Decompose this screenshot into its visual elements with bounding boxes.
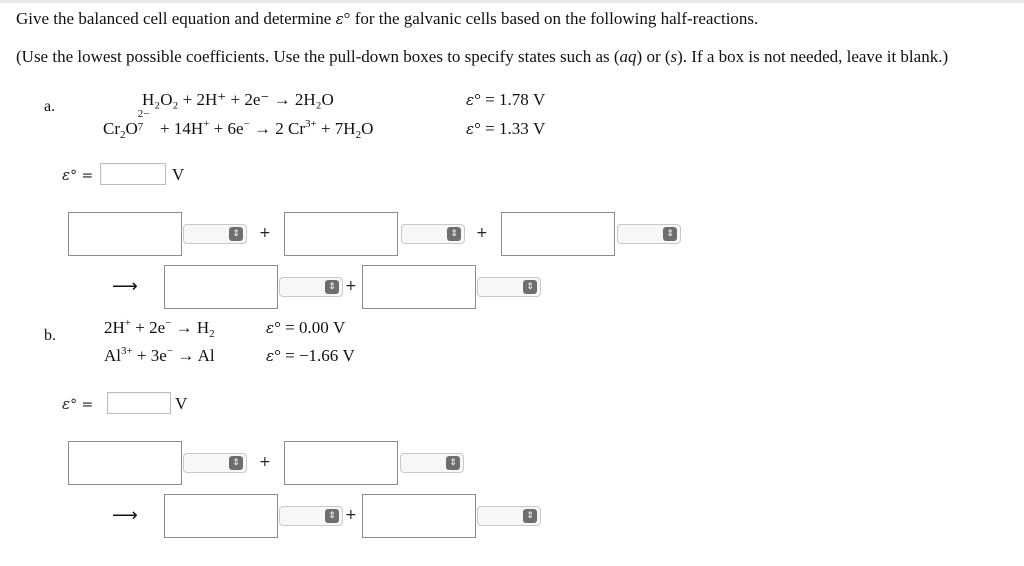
top-border bbox=[0, 0, 1024, 3]
chevron-updown-icon: ⇕ bbox=[325, 509, 339, 523]
chevron-updown-icon: ⇕ bbox=[663, 227, 677, 241]
chevron-updown-icon: ⇕ bbox=[229, 456, 243, 470]
chevron-updown-icon: ⇕ bbox=[229, 227, 243, 241]
part-a-label: a. bbox=[44, 98, 56, 115]
part-b-reactant-2-state-select[interactable] bbox=[400, 453, 464, 473]
part-b-potential-1: ε° = 0.00 V bbox=[266, 318, 346, 337]
part-b-reactant-1-state-select[interactable] bbox=[183, 453, 247, 473]
part-a-potential-1: ε° = 1.78 V bbox=[466, 90, 546, 109]
part-b-product-2-state-select[interactable] bbox=[477, 506, 541, 526]
part-b-product-1-input[interactable] bbox=[164, 494, 278, 538]
plus-sign: + bbox=[259, 225, 271, 241]
part-a-product-2-state-select[interactable] bbox=[477, 277, 541, 297]
part-a-product-1-input[interactable] bbox=[164, 265, 278, 309]
plus-sign: + bbox=[345, 507, 357, 523]
part-b-ecell-label: ε° = bbox=[62, 395, 94, 413]
part-b-volt-unit: V bbox=[175, 394, 188, 413]
part-a-volt-unit: V bbox=[172, 165, 185, 184]
question-line-1: Give the balanced cell equation and determine ε° for the galvanic cells based on the following half-reactions. bbox=[16, 9, 759, 28]
part-b-half-reaction-2: $Al^{3+} + 3e^- \to Al$ bbox=[104, 345, 215, 365]
part-a-reactant-1-state-select[interactable] bbox=[183, 224, 247, 244]
chevron-updown-icon: ⇕ bbox=[523, 280, 537, 294]
part-a-half-reaction-1: H₂O₂ + 2H⁺ + 2e⁻ → 2H₂O bbox=[142, 90, 334, 109]
part-a-reactant-2-input[interactable] bbox=[284, 212, 398, 256]
part-b-ecell-input[interactable] bbox=[107, 392, 171, 414]
part-a-potential-2: ε° = 1.33 V bbox=[466, 119, 546, 138]
chevron-updown-icon: ⇕ bbox=[523, 509, 537, 523]
part-a-half-reaction-2: $Cr_2O$ 2− 7 + 14H+ + 6e− → 2 $Cr^{3+} + 7H_2O$ bbox=[103, 108, 374, 141]
part-b-label: b. bbox=[44, 327, 56, 344]
plus-sign: + bbox=[476, 225, 488, 241]
chevron-updown-icon: ⇕ bbox=[325, 280, 339, 294]
question-line-2: (Use the lowest possible coefficients. Use the pull-down boxes to specify states such as (aq) or (s). If a box is not needed, leave it blank.) bbox=[16, 47, 949, 66]
chevron-updown-icon: ⇕ bbox=[447, 227, 461, 241]
part-a-reactant-3-state-select[interactable] bbox=[617, 224, 681, 244]
reaction-arrow: ⟶ bbox=[112, 276, 138, 297]
part-a-ecell-input[interactable] bbox=[100, 163, 166, 185]
reaction-arrow: ⟶ bbox=[112, 505, 138, 526]
part-b-product-1-state-select[interactable] bbox=[279, 506, 343, 526]
part-a-reactant-3-input[interactable] bbox=[501, 212, 615, 256]
part-b-potential-2: ε° = −1.66 V bbox=[266, 346, 355, 365]
plus-sign: + bbox=[259, 454, 271, 470]
part-a-ecell-label: ε° = bbox=[62, 166, 94, 184]
part-a-reactant-1-input[interactable] bbox=[68, 212, 182, 256]
part-b-product-2-input[interactable] bbox=[362, 494, 476, 538]
part-b-reactant-2-input[interactable] bbox=[284, 441, 398, 485]
part-b-half-reaction-1: $2H^+ + 2e^- \to H_2$ bbox=[104, 317, 215, 340]
part-b-reactant-1-input[interactable] bbox=[68, 441, 182, 485]
chevron-updown-icon: ⇕ bbox=[446, 456, 460, 470]
part-a-product-1-state-select[interactable] bbox=[279, 277, 343, 297]
part-a-reactant-2-state-select[interactable] bbox=[401, 224, 465, 244]
part-a-product-2-input[interactable] bbox=[362, 265, 476, 309]
plus-sign: + bbox=[345, 278, 357, 294]
